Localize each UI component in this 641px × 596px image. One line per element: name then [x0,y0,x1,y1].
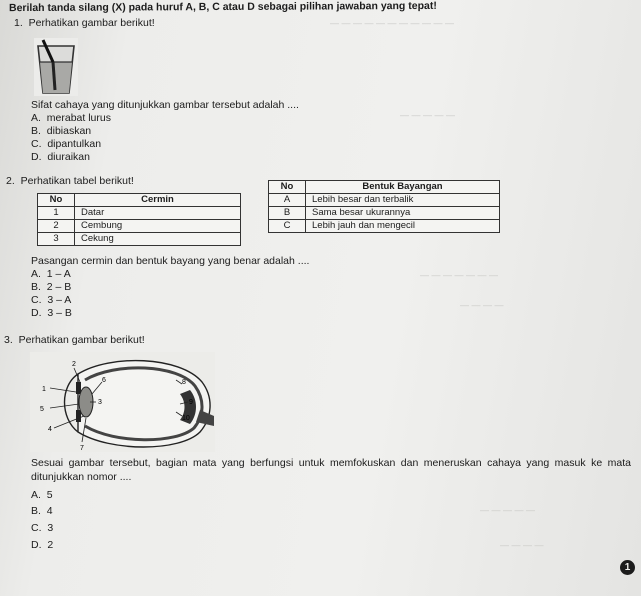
q2-option-a[interactable]: A. 1 – A [31,268,71,280]
eye-label-9: 9 [189,399,193,406]
table-row: 2 Cembung [38,220,241,233]
q3-option-a[interactable]: A. 5 [31,489,53,501]
table-row: 3 Cekung [38,233,241,246]
eye-label-4: 4 [48,426,52,433]
eye-label-2: 2 [72,361,76,368]
eye-label-8: 8 [182,379,186,386]
eye-label-5: 5 [40,406,44,413]
q2-option-b[interactable]: B. 2 – B [31,281,72,293]
mirror-table [37,193,241,246]
eye-label-7: 7 [80,445,84,452]
table-row: C Lebih jauh dan mengecil [269,220,500,233]
question-1-stem: Sifat cahaya yang ditunjukkan gambar tersebut adalah .... [31,99,299,111]
page-number-badge: 1 [620,560,635,575]
question-2-stem: Pasangan cermin dan bentuk bayang yang benar adalah .... [31,255,310,267]
table-row: 1 Datar [38,207,241,220]
eye-label-1: 1 [42,386,46,393]
q1-option-a[interactable]: A. merabat lurus [31,112,111,124]
mirror-table-header-no: No [38,194,75,207]
eye-label-10: 10 [182,415,190,422]
question-1-prompt: 1. Perhatikan gambar berikut! [14,17,155,29]
eye-label-3: 3 [98,399,102,406]
question-3-stem: Sesuai gambar tersebut, bagian mata yang berfungsi untuk memfokuskan dan meneruskan cahaya yang masuk ke mata ditunjukkan nomor .... [31,457,631,483]
q3-option-c[interactable]: C. 3 [31,522,54,534]
q1-option-d[interactable]: D. diuraikan [31,151,90,163]
table-row: A Lebih besar dan terbalik [269,194,500,207]
q2-option-d[interactable]: D. 3 – B [31,307,72,319]
eye-label-6: 6 [102,377,106,384]
q3-option-d[interactable]: D. 2 [31,539,54,551]
worksheet-page: — — — — — — — — — — — — — — — — — — — — — — — — — — — — — — — — — — — — Berilah tanda silang (X) pada huruf A, B, C atau D sebagai pilihan jawaban yang tepat! 1. Perhatikan gambar berikut! Sifat cahaya yang ditunjukkan gambar tersebut adalah .... A. merabat lurus B. dibiaskan C. dipantulkan D. diuraikan 2. Perhatikan tabel berikut! No Cermin 1 Datar 2 Cembung 3 Cekung No Bentuk Bayangan A Lebih besar dan terbalik B Sama besar ukurannya C Lebih jauh dan mengecil Pasangan cermin dan bentuk bayang yang benar adalah .... A. 1 – A B. 2 – B C. 3 – A D. 3 – B 3. Perhatikan gambar berikut! 2 1 5 4 6 3 7 8 9 10 Sesuai gambar tersebut, bagian mata yang berfungsi untuk memfokuskan dan meneruskan cahaya yang masuk ke mata ditunjukkan nomor .... A. 5 B. 4 C. 3 D. 2 1 [0,0,641,596]
q1-option-b[interactable]: B. dibiaskan [31,125,92,137]
table-row: B Sama besar ukurannya [269,207,500,220]
q1-option-c[interactable]: C. dipantulkan [31,138,102,150]
image-table-header-bentuk: Bentuk Bayangan [306,181,500,194]
mirror-table-header-cermin: Cermin [75,194,241,207]
eye-anatomy-diagram [30,352,215,452]
question-2-prompt: 2. Perhatikan tabel berikut! [6,175,134,187]
image-form-table [268,180,500,233]
question-3-prompt: 3. Perhatikan gambar berikut! [4,334,145,346]
glass-refraction-figure [34,38,78,96]
q3-option-b[interactable]: B. 4 [31,505,53,517]
image-table-header-no: No [269,181,306,194]
instructions: Berilah tanda silang (X) pada huruf A, B, C atau D sebagai pilihan jawaban yang tepat! [9,0,437,15]
q2-option-c[interactable]: C. 3 – A [31,294,72,306]
